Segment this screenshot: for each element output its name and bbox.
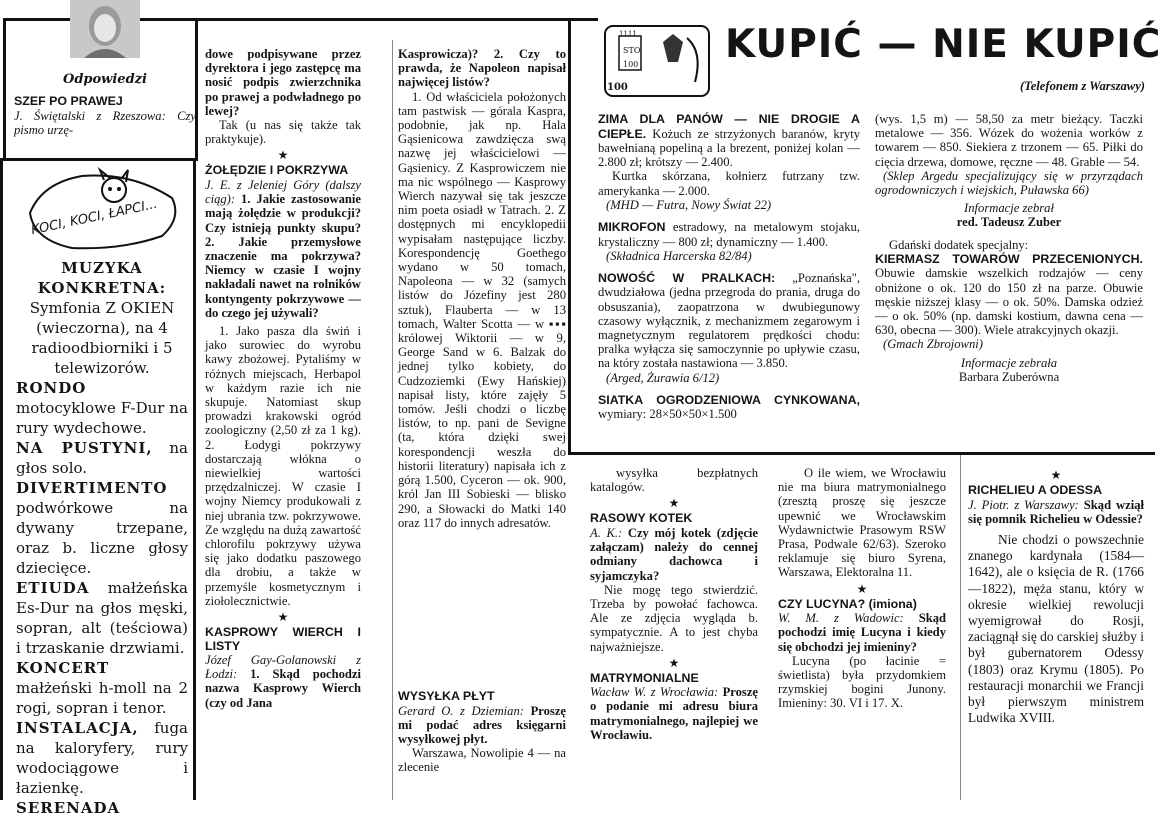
koci-item-title: SERENADA [16,799,121,817]
kupic-subtitle: (Telefonem z Warszawy) [1019,79,1145,93]
zoledzie-answer: 1. Jako pasza dla świń i jako surowiec do wyrobu kawy zbożowej. Pytaliśmy w różnych miejscach, Herbapol w każdym razie ich nie skupuje. Natomiast skup prowadzi krakowski ogród zoologiczny (2,50 zł za 1 kg). 2. Łodygi pokrzywy dostarczają włókna o niewielkiej wartości przędzalniczej. W czasie I wojny Niemcy produkowali z niej ubrania tzw. pokrzywowe. Ze względu na dużą zawartość chlorofilu pokrzywy używa się jako dodatku paszowego dla drobiu, a także w przemyśle kosmetycznym i ziołolecznictwie. [205,323,361,608]
star-divider: ★ [668,496,680,511]
koci-item [16,258,188,378]
q1-heading: SZEF PO PRAWEJ [14,94,123,108]
col2-p1: dowe podpisywane przez dyrektora i jego zastępcę ma nosić podpis zwierzchnika po prawej a podwładnego po lewej? [205,47,361,118]
matrymonialne-question: Proszę o podanie mi adresu biura matrymonialnego, najlepiej we Wrocławiu. [590,685,759,742]
kasprowy-question: 1. Skąd pochodzi nazwa Kasprowy Wierch (czy od Jana [205,667,361,710]
koci-item-text: podwórkowe na dywany trzepane, oraz b. liczne głosy dziecięce. [16,499,188,577]
heading-richelieu: RICHELIEU A ODESSA [968,483,1103,497]
pralki-text: „Poznańska", dwudziałowa (jedna przegroda do prania, druga do obsuszania), zaopatrzona w dwubiegunowy czasowy wyłącznik, z mechanizmem zegarowym i magnetycznym regulatorem prędkości chodu: pralka wyłącza się samoczynnie po upływie czasu, na który została nastawiona — 3.850. [598,270,860,371]
col5-p1: O ile wiem, we Wrocławiu nie ma biura matrymonialnego (zresztą proszę się jeszcze upewnić we Wrocławskim Wydawnictwie Prasowym RSW Prasa, Podwale 62/63). Szeroko reklamuje się biuro Syrena, Warszawa, Elektoralna 11. [778,466,946,580]
richelieu-answer: Nie chodzi o powszechnie znanego kardynała (1584—1642), ale o księcia de R. (1766—1822), męża stanu, który w okresie wielkiej rewolucji wyemigrował do Rosji, zaciągnął się do carskiej służby i był gubernatorem Odessy (1803) oraz Krymu (1805). Po restauracji monarchii we Francji był pierwszym ministrem Ludwika XVIII. [968,531,1144,726]
kupic-right [875,112,1143,447]
portrait-image [70,0,140,58]
logo-label-1: 1111 [619,30,637,38]
kupic-title: KUPIĆ — NIE KUPIĆ [725,22,1161,67]
koci-item-text: małżeńska Es-Dur na głos męski, sopran, alt (teściowa) i trzaskanie drzwiami. [16,579,188,657]
lucyna-author: W. M. z Wadowic: [778,611,904,626]
matrymonialne-author: Wacław W. z Wrocławia: [590,685,719,700]
heading-kasprowy: KASPROWY WIERCH I LISTY [205,625,361,653]
koci-item-title: INSTALACJA, [16,719,139,737]
koci-item-text: na głos solo. [16,439,188,477]
plyty-author: Gerard O. z Dziemian: [398,703,524,718]
mikrofon-source: (Składnica Harcerska 82/84) [606,248,752,263]
zuberowna-name: Barbara Zuberówna [958,369,1060,384]
siatka-heading: SIATKA OGRODZENIOWA CYNKOWANA, [598,392,860,407]
zima-source: (MHD — Futra, Nowy Świat 22) [606,197,772,212]
siatka-continued: (wys. 1,5 m) — 58,50 za metr bieżący. Taczki metalowe — 356. Wózek do wożenia worków z towarem — 850. Siekiera z trzonem — 65. Piłki do cięcia drzewa, domowe, ręczne — 48. Grable — 54. [875,112,1143,169]
zima-text-2: Kurtka skórzana, kołnierz futrzany tzw. amerykanka — 2.000. [598,169,860,198]
star-divider: ★ [277,148,289,163]
kupic-left [598,112,860,442]
q1-question: Czy pismo urzę- [14,108,196,137]
cartoon-caption: KOCI, KOCI, ŁAPCI... [29,196,159,239]
heading-lucyna: CZY LUCYNA? (imiona) [778,596,917,611]
plyty-question: Proszę mi podać adres księgarni wysyłkowej płyt. [398,703,566,746]
zima-heading: ZIMA DLA PANÓW — NIE DROGIE A CIEPŁE. [598,112,860,141]
kotek-answer: Nie mogę tego stwierdzić. Trzeba by powołać fachowca. Ale ze zdjęcia wygląda b. sympatycznie. A to jest chyba najważniejsze. [590,582,758,654]
kupic-logo [603,22,713,100]
zoledzie-author: J. E. z Jeleniej Góry (dalszy ciąg): [205,177,361,207]
column-5 [778,466,946,798]
koci-item-title: ETIUDA [16,579,90,597]
koci-item [16,718,188,798]
koci-item-title: RONDO [16,379,87,397]
horizontal-rule [568,452,1155,455]
zbrojownia-source: (Gmach Zbrojowni) [883,337,983,352]
logo-label-3: 100 [623,60,639,69]
column-2 [205,47,361,797]
column-3 [398,47,566,797]
lucyna-answer: Lucyna (po łacinie = świetlista) była przydomkiem rzymskiej bogini Junony. Imieniny: 30. VI i 17. X. [778,653,946,711]
column-rule [960,455,961,800]
koci-list [16,258,188,817]
mikrofon-heading: MIKROFON [598,220,666,235]
kasprowy-author: Józef Gay-Golanowski z Łodzi: [205,653,361,682]
koci-item [16,478,188,578]
kotek-question: Czy mój kotek (zdjęcie załączam) należy do cennej odmiany dachowca i syjamczyka? [590,525,759,583]
col3-p2: 1. Od właściciela położonych tam pastwisk — górala Kaspra, podobnie, jak np. Hala Gąsienicowa zawdzięcza swą nazwę jej właścicielowi — Gąsienicy. Z Kasprowiczem nie ma nic wspólnego — Kasprowy Wierch nazywał się tak jeszcze nim poeta osiadł w Tatrach. 2. Z dostępnych mi encyklopedii wypisałam następujące liczby. Korespondencję Goethego wydano w 50 tomach, Napoleona — w 32 (samych listów do Józefiny jest 280 sztuk), Flauberta — w 13 tomach, Walter Scotta — w ▪▪▪ królowej Wiktorii — w 9, George Sand w 6. Balzak do jednej tylko kobiety, do Cudzoziemki (Ewy Hańskiej) napisał listy, które zajęły 5 tomów. Jeśli chodzi o liczbę listów, to np. pani de Sevigne (ta, która dzięki swej korespondencji weszła do historii literatury) napisała ich z górą 1.500, Cyceron — ok. 900, król Jan III Sobieski — blisko 290, a Słowacki do Matki 140 oraz 117 do innych adresatów. [398,89,566,530]
top-rule [563,18,598,21]
lucyna-question: Skąd pochodzi imię Lucyna i kiedy się obchodzi jej imieniny? [778,611,946,654]
gdansk-intro: Gdański dodatek specjalny: [889,237,1029,252]
koci-item-text: małżeński h-moll na 2 rogi, sopran i tenor. [16,679,188,717]
koci-item-title: DIVERTIMENTO [16,479,168,497]
col2-p2: Tak (u nas się także tak praktykuje). [205,118,361,147]
koci-item-title: NA PUSTYNI, [16,439,153,457]
kotek-author: A. K.: [590,525,623,540]
zuber-name: red. Tadeusz Zuber [956,215,1062,230]
koci-item [16,378,188,438]
col3-p1: Kasprowicza)? 2. Czy to prawda, że Napoleon napisał najwięcej listów? [398,47,566,90]
column-rule [392,40,393,800]
koci-item-text: Symfonia Z OKIEN (wieczorna), na 4 radioodbiorniki i 5 telewizorów. [29,299,175,377]
heading-matrymonialne: MATRYMONIALNE [590,670,699,685]
column-4-lower-left [398,690,566,798]
koci-item-text: fuga na kaloryfery, rury wodociągowe i łazienkę. [16,719,188,797]
col4-p1: wysyłka bezpłatnych katalogów. [590,466,758,495]
pralki-heading: NOWOŚĆ W PRALKACH: [598,270,776,285]
zuber-info: Informacje zebrał [964,201,1054,216]
section-title: Odpowiedzi [63,72,147,87]
author-photo [70,0,140,58]
richelieu-author: J. Piotr. z Warszawy: [968,497,1079,512]
zoledzie-question: 1. Jakie zastosowanie mają żołędzie w produkcji? Czy istnieją punkty skupu? 2. Jakie przemysłowe znaczenie ma pokrzywa? Niemcy w czasie I wojny nakładali nawet na rolników kontyngenty pokrzywowe — do czego jej używali? [205,192,362,320]
zima-text: Kożuch ze strzyżonych baranów, kryty bawełnianą popeliną a la brezent, poniżej kolan — 2.800 zł; krótszy — 2.400. [598,126,861,170]
siatka-text: wymiary: 28×50×50×1.500 [598,407,737,422]
kiermasz-text: Obuwie damskie wszelkich rodzajów — ceny obniżone o ok. 120 do 150 zł na parze. Obuwie męskie niższej klasy — o ok. 50%. Damska odzież — o ok. 50% (np. damski kostium, dawna cena — 630, obecna — 300). Wiele atrakcyjnych okazji. [875,266,1143,338]
logo-label-4: 100 [607,82,628,93]
column-6 [968,466,1144,798]
cat-cartoon [22,168,192,258]
koci-item [16,578,188,658]
kiermasz-heading: KIERMASZ TOWARÓW PRZECENIONYCH. [875,251,1143,266]
zuberowna-info: Informacje zebrała [960,355,1058,370]
logo-label-2: STO [623,46,641,55]
koci-item-text: motocyklowe F-Dur na rury wydechowe. [16,399,188,437]
heading-plyty: WYSYŁKA PŁYT [398,689,495,703]
star-divider: ★ [668,655,680,670]
koci-item [16,658,188,718]
plyty-answer: Warszawa, Nowolipie 4 — na zlecenie [398,746,566,775]
vertical-rule [568,18,571,454]
column-4 [590,466,758,798]
heading-zoledzie: ŻOŁĘDZIE I POKRZYWA [205,163,349,178]
richelieu-question: Skąd wziął się pomnik Richelieu w Odessie? [968,497,1144,526]
star-divider: ★ [856,581,868,596]
star-divider: ★ [277,610,289,625]
star-divider: ★ [1050,468,1062,482]
pralki-source: (Arged, Żurawia 6/12) [606,370,720,385]
koci-item [16,798,188,818]
q1-author: J. Świętalski z Rzeszowa: [14,108,166,123]
mikrofon-text: estradowy, na metalowym stojaku, krystaliczny — 800 zł; dynamiczny — 1.400. [598,220,861,249]
koci-item-title: MUZYKA KONKRETNA: [37,259,167,297]
odpowiedzi-box [14,72,196,156]
argedu-source: (Sklep Argedu specjalizujący się w przyrządach ogrodowniczych i wiejskich, Puławska 66) [875,168,1143,198]
koci-item-title: KONCERT [16,659,110,677]
heading-kotek: RASOWY KOTEK [590,511,693,526]
koci-item [16,438,188,478]
